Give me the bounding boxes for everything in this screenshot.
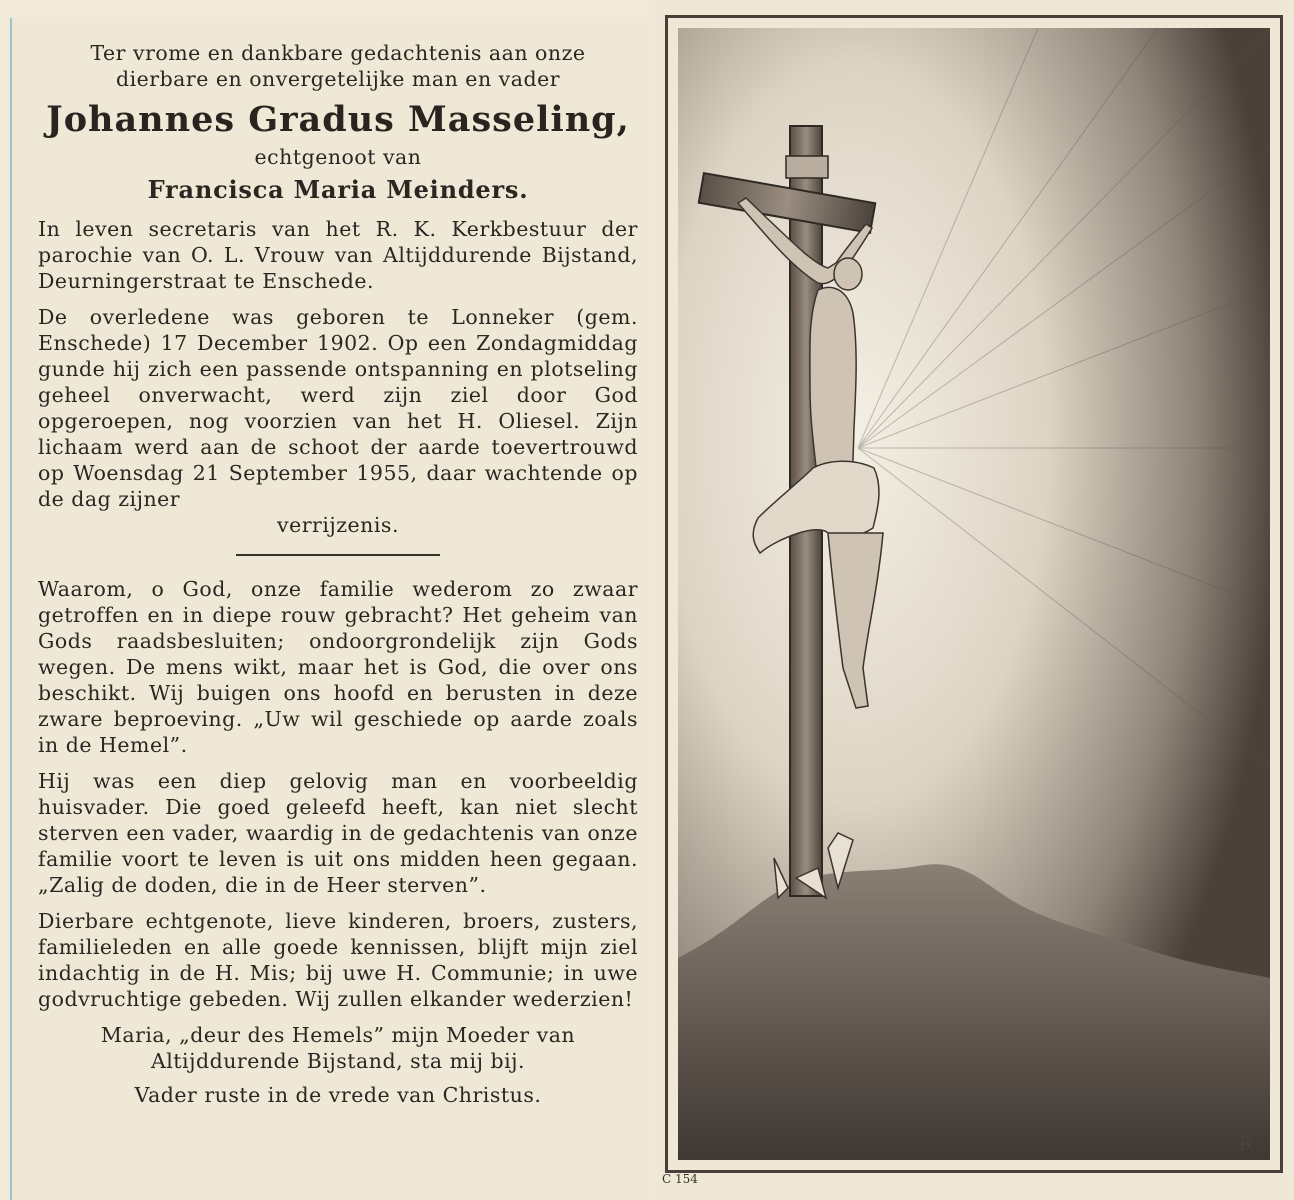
- spouse-name: Francisca Maria Meinders.: [147, 175, 529, 204]
- text-column: [38, 40, 638, 1108]
- text-page: [10, 18, 649, 1200]
- paragraph-request: Dierbare echtgenote, lieve kinderen, broers, zusters, familieleden en alle goede kennissen, blijft mijn ziel indachtig in de H. Mis; bij uwe H. Communie; in uwe godvruchtige gebeden. Wij zullen elkander wederzien!: [38, 909, 638, 1011]
- prayer-line-2: Altijddurende Bijstand, sta mij bij.: [150, 1049, 526, 1073]
- paragraph-lament: Waarom, o God, onze familie wederom zo zwaar getroffen en in diepe rouw gebracht? Het geheim van Gods raadsbesluiten; ondoorgrondelijk zijn Gods wegen. De mens wikt, maar het is God, die over ons beschikt. Wij buigen ons hoofd en berusten in deze zware beproeving. „Uw wil geschiede op aarde zoals in de Hemel”.: [38, 577, 638, 757]
- paragraph-character: Hij was een diep gelovig man en voorbeeldig huisvader. Die goed geleefd heeft, kan niet slecht sterven een vader, waardig in de gedachtenis van onze familie voort te leven is uit ons midden heen gegaan. „Zalig de doden, die in de Heer sterven”.: [38, 769, 638, 897]
- paragraph-biography: De overledene was geboren te Lonneker (gem. Enschede) 17 December 1902. Op een Zondagmiddag gunde hij zich een passende ontspanning en plotseling geheel onverwacht, werd zijn ziel door God opgeroepen, nog voorzien van het H. Oliesel. Zijn lichaam werd aan de schoot der aarde toevertrouwd op Woensdag 21 September 1955, daar wachtende op de dag zijner: [38, 305, 638, 511]
- intro-line-2: dierbare en onvergetelijke man en vader: [115, 67, 561, 91]
- image-frame: [665, 15, 1283, 1173]
- print-code: C 154: [662, 1172, 698, 1186]
- prayer-line-1: Maria, „deur des Hemels” mijn Moeder van: [100, 1023, 576, 1047]
- crucifix-illustration: [678, 28, 1270, 1160]
- paragraph-biography-end: verrijzenis.: [277, 513, 399, 537]
- titulus: [786, 156, 828, 178]
- image-page: [650, 0, 1294, 1200]
- closing-line: Vader ruste in de vrede van Christus.: [134, 1083, 542, 1107]
- divider-rule: [236, 554, 440, 556]
- deceased-name: Johannes Gradus Masseling,: [46, 99, 630, 140]
- intro: [38, 40, 638, 92]
- crucifix-drawing: [678, 28, 1270, 1160]
- artist-mark: R: [1238, 1131, 1254, 1155]
- paragraph-occupation: In leven secretaris van het R. K. Kerkbestuur der parochie van O. L. Vrouw van Altijddurende Bijstand, Deurningerstraat te Enschede.: [38, 217, 638, 293]
- intro-line-1: Ter vrome en dankbare gedachtenis aan onze: [90, 41, 586, 65]
- spouse-intro: echtgenoot van: [254, 145, 422, 169]
- prayer: [38, 1022, 638, 1074]
